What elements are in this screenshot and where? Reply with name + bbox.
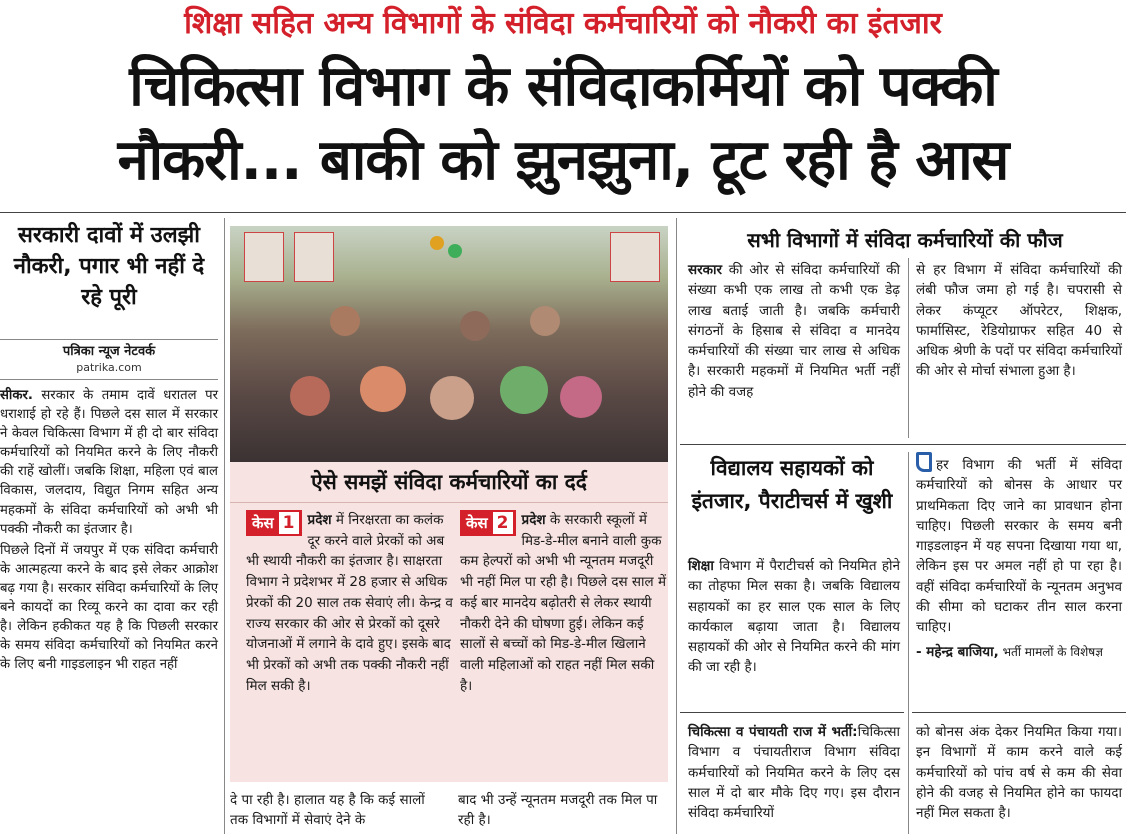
headline-line-2: नौकरी... बाकी को झुनझुना, टूट रही है आस	[117, 128, 1009, 193]
right-lead-word: सरकार	[688, 262, 723, 278]
quote-author: - महेन्द्र बाजिया,	[916, 643, 999, 660]
case-1-lead: प्रदेश	[307, 512, 332, 528]
photo-figure	[330, 306, 360, 336]
case-1-badge: केस 1	[246, 510, 302, 536]
main-headline	[0, 50, 1126, 198]
photo-balloon	[448, 244, 462, 258]
under-photo-col-1: दे पा रही है। हालात यह है कि कई सालों तक विभागों में सेवाएं देने के	[230, 792, 425, 828]
byline: पत्रिका न्यूज नेटवर्क	[62, 344, 156, 359]
quote-attribution	[916, 642, 1122, 662]
right-bottom-divider	[908, 452, 909, 834]
photo-figure	[460, 311, 490, 341]
photo-figure	[530, 306, 560, 336]
under-photo-col-2: बाद भी उन्हें न्यूनतम मजदूरी तक मिल पा रही है।	[458, 792, 658, 828]
right-after-quote: को बोनस अंक देकर नियमित किया गया। इन विभागों में काम करने वाले कई कर्मचारियों को पांच वर्ष से कम की सेवा होने की वजह से नियमित होने का फायदा नहीं मिल सकता है।	[916, 724, 1122, 822]
right-section-divider	[680, 444, 1126, 445]
dateline: सीकर.	[0, 388, 33, 403]
mid-heading: विद्यालय सहायकों को इंतजार, पैराटीचर्स में खुशी	[691, 456, 893, 513]
photo-banner	[244, 232, 284, 282]
right-column-divider	[676, 218, 677, 834]
photo-figure	[500, 366, 548, 414]
case-2	[460, 510, 668, 696]
quote-icon	[916, 452, 932, 472]
mid-sub-section	[688, 722, 900, 823]
photo-figure	[430, 376, 474, 420]
photo-figure	[360, 366, 406, 412]
case-2-badge: केस 2	[460, 510, 516, 536]
quote-text: हर विभाग की भर्ती में संविदा कर्मचारियों को बोनस के आधार पर प्राथमिकता दिए जाने का प्रावधान होना चाहिए। पिछली सरकार के समय बनी गाइडलाइन में यह सपना दिखाया गया था, लेकिन इस पर अमल नहीं हो पा रहा है। वहीं संविदा कर्मचारियों के न्यूनतम अनुभव की सीमा को घटाकर तीन साल करना चाहिए।	[916, 457, 1122, 636]
right-heading: सभी विभागों में संविदा कर्मचारियों की फौज	[747, 228, 1063, 252]
left-article-body	[0, 386, 218, 674]
left-column	[0, 220, 218, 676]
mid-sub-heading: चिकित्सा व पंचायती राज में भर्ती:	[688, 724, 858, 740]
case-2-text: के सरकारी स्कूलों में मिड-डे-मील बनाने वाली कुक कम हेल्परों को अभी भी न्यूनतम मजदूरी भी नहीं मिल पा रही है। पिछले दस साल में कई बार मानदेय बढ़ोतरी से लेकर स्थायी नौकरी देने की घोषणा हुई। लेकिन कई सालों से बच्चों को मिड-डे-मील खिलाने वाली महिलाओं को राहत नहीं मिल सकी है।	[460, 512, 667, 694]
photo-figure	[560, 376, 602, 418]
site-name: patrika.com	[76, 361, 142, 374]
case-1-text: में निरक्षरता का कलंक दूर करने वाले प्रेरकों को अब भी स्थायी नौकरी का इंतजार है। साक्षरता विभाग ने प्रदेशभर में 28 हजार से अधिक प्रेरकों की 20 साल तक सेवाएं ली। केन्द्र व राज्य सरकार की ओर से प्रेरकों को दूसरे योजनाओं में लगाने के दावे हुए। इसके बाद भी प्रेरकों को अभी तक पक्की नौकरी नहीं मिल सकी है।	[246, 512, 453, 694]
mid-lead-word: शिक्षा	[688, 558, 714, 574]
left-heading: सरकारी दावों में उलझी नौकरी, पगार भी नहीं दे रहे पूरी	[13, 223, 205, 310]
cases-box	[230, 462, 668, 782]
byline-box	[0, 339, 218, 380]
kicker-headline: शिक्षा सहित अन्य विभागों के संविदा कर्मचारियों को नौकरी का इंतजार	[184, 6, 942, 41]
case-1	[246, 510, 454, 696]
right-col-1: सरकार की ओर से संविदा कर्मचारियों की संख्या कभी एक लाख तो कभी एक डेढ़ लाख बताई जाती है। जबकि कर्मचारी संगठनों के हिसाब से संविदा व मानदेय कर्मचारियों की संख्या चार लाख से अधिक है। सरकारी महकमों में नियमित भर्ती नहीं होने की वजह	[688, 262, 900, 400]
photo-banner	[610, 232, 660, 282]
left-paragraph-2: पिछले दिनों में जयपुर में एक संविदा कर्मचारी के आत्महत्या करने के बाद इसे लेकर आक्रोश बढ़ गया है। सरकार संविदा कर्मचारियों के लिए बने कायदों का रिव्यू करने का दावा कर रही है। लेकिन हकीकत यह है कि पिछली सरकार के समय संविदा कर्मचारियों को नियमित करने के लिए बनी गाइडलाइन भी राहत नहीं	[0, 542, 218, 673]
photo-figure	[290, 376, 330, 416]
case-2-lead: प्रदेश	[521, 512, 546, 528]
top-divider	[0, 212, 1126, 213]
mid-sub-divider	[680, 712, 904, 713]
right-top-divider	[908, 258, 909, 438]
expert-quote	[916, 452, 1122, 662]
left-paragraph-1: सरकार के तमाम दावें धरातल पर धराशाई हो रहे हैं। पिछले दस साल में सरकार ने केवल चिकित्सा विभाग में ही दो बार संविदा कर्मचारियों को नियमित करने के लिए नौकरी की राहें खोलीं। जबकि शिक्षा, महिला एवं बाल विकास, जलदाय, विद्युत निगम सहित अन्य महकमों के संविदा कर्मचारियों को अभी भी पक्की नौकरी का इंतजार है।	[0, 388, 218, 537]
mid-article-body: शिक्षा विभाग में पैराटीचर्स को नियमित होने का तोहफा मिल सका है। जबकि विद्यालय सहायकों का हर साल एक साल के लिए कार्यकाल बढ़ाया जाता है। विद्यालय सहायकों की ओर से नियमित करने की मांग की जा रही है।	[688, 558, 900, 676]
mid-sub-text: चिकित्सा विभाग व पंचायतीराज विभाग संविदा कर्मचारियों को नियमित करने के लिए दस साल में दो बार मौके दिए गए। इस दौरान संविदा कर्मचारियों	[688, 724, 900, 822]
right-col-2: से हर विभाग में संविदा कर्मचारियों की लंबी फौज जमा हो गई है। चपरासी से लेकर कंप्यूटर ऑपरेटर, शिक्षक, फार्मासिस्ट, रेडियोग्राफर सहित 40 से अधिक श्रेणी के पदों पर संविदा कर्मचारियों की ओर से मोर्चा संभाला हुआ है।	[916, 262, 1122, 380]
left-column-divider	[224, 218, 225, 834]
photo-balloon	[430, 236, 444, 250]
quote-divider	[912, 712, 1126, 713]
photo-banner	[294, 232, 334, 282]
cases-box-title: ऐसे समझें संविदा कर्मचारियों का दर्द	[230, 462, 668, 503]
headline-line-1: चिकित्सा विभाग के संविदाकर्मियों को पक्की	[129, 54, 997, 119]
protest-photo	[230, 226, 668, 462]
quote-role: भर्ती मामलों के विशेषज्ञ	[998, 644, 1103, 659]
